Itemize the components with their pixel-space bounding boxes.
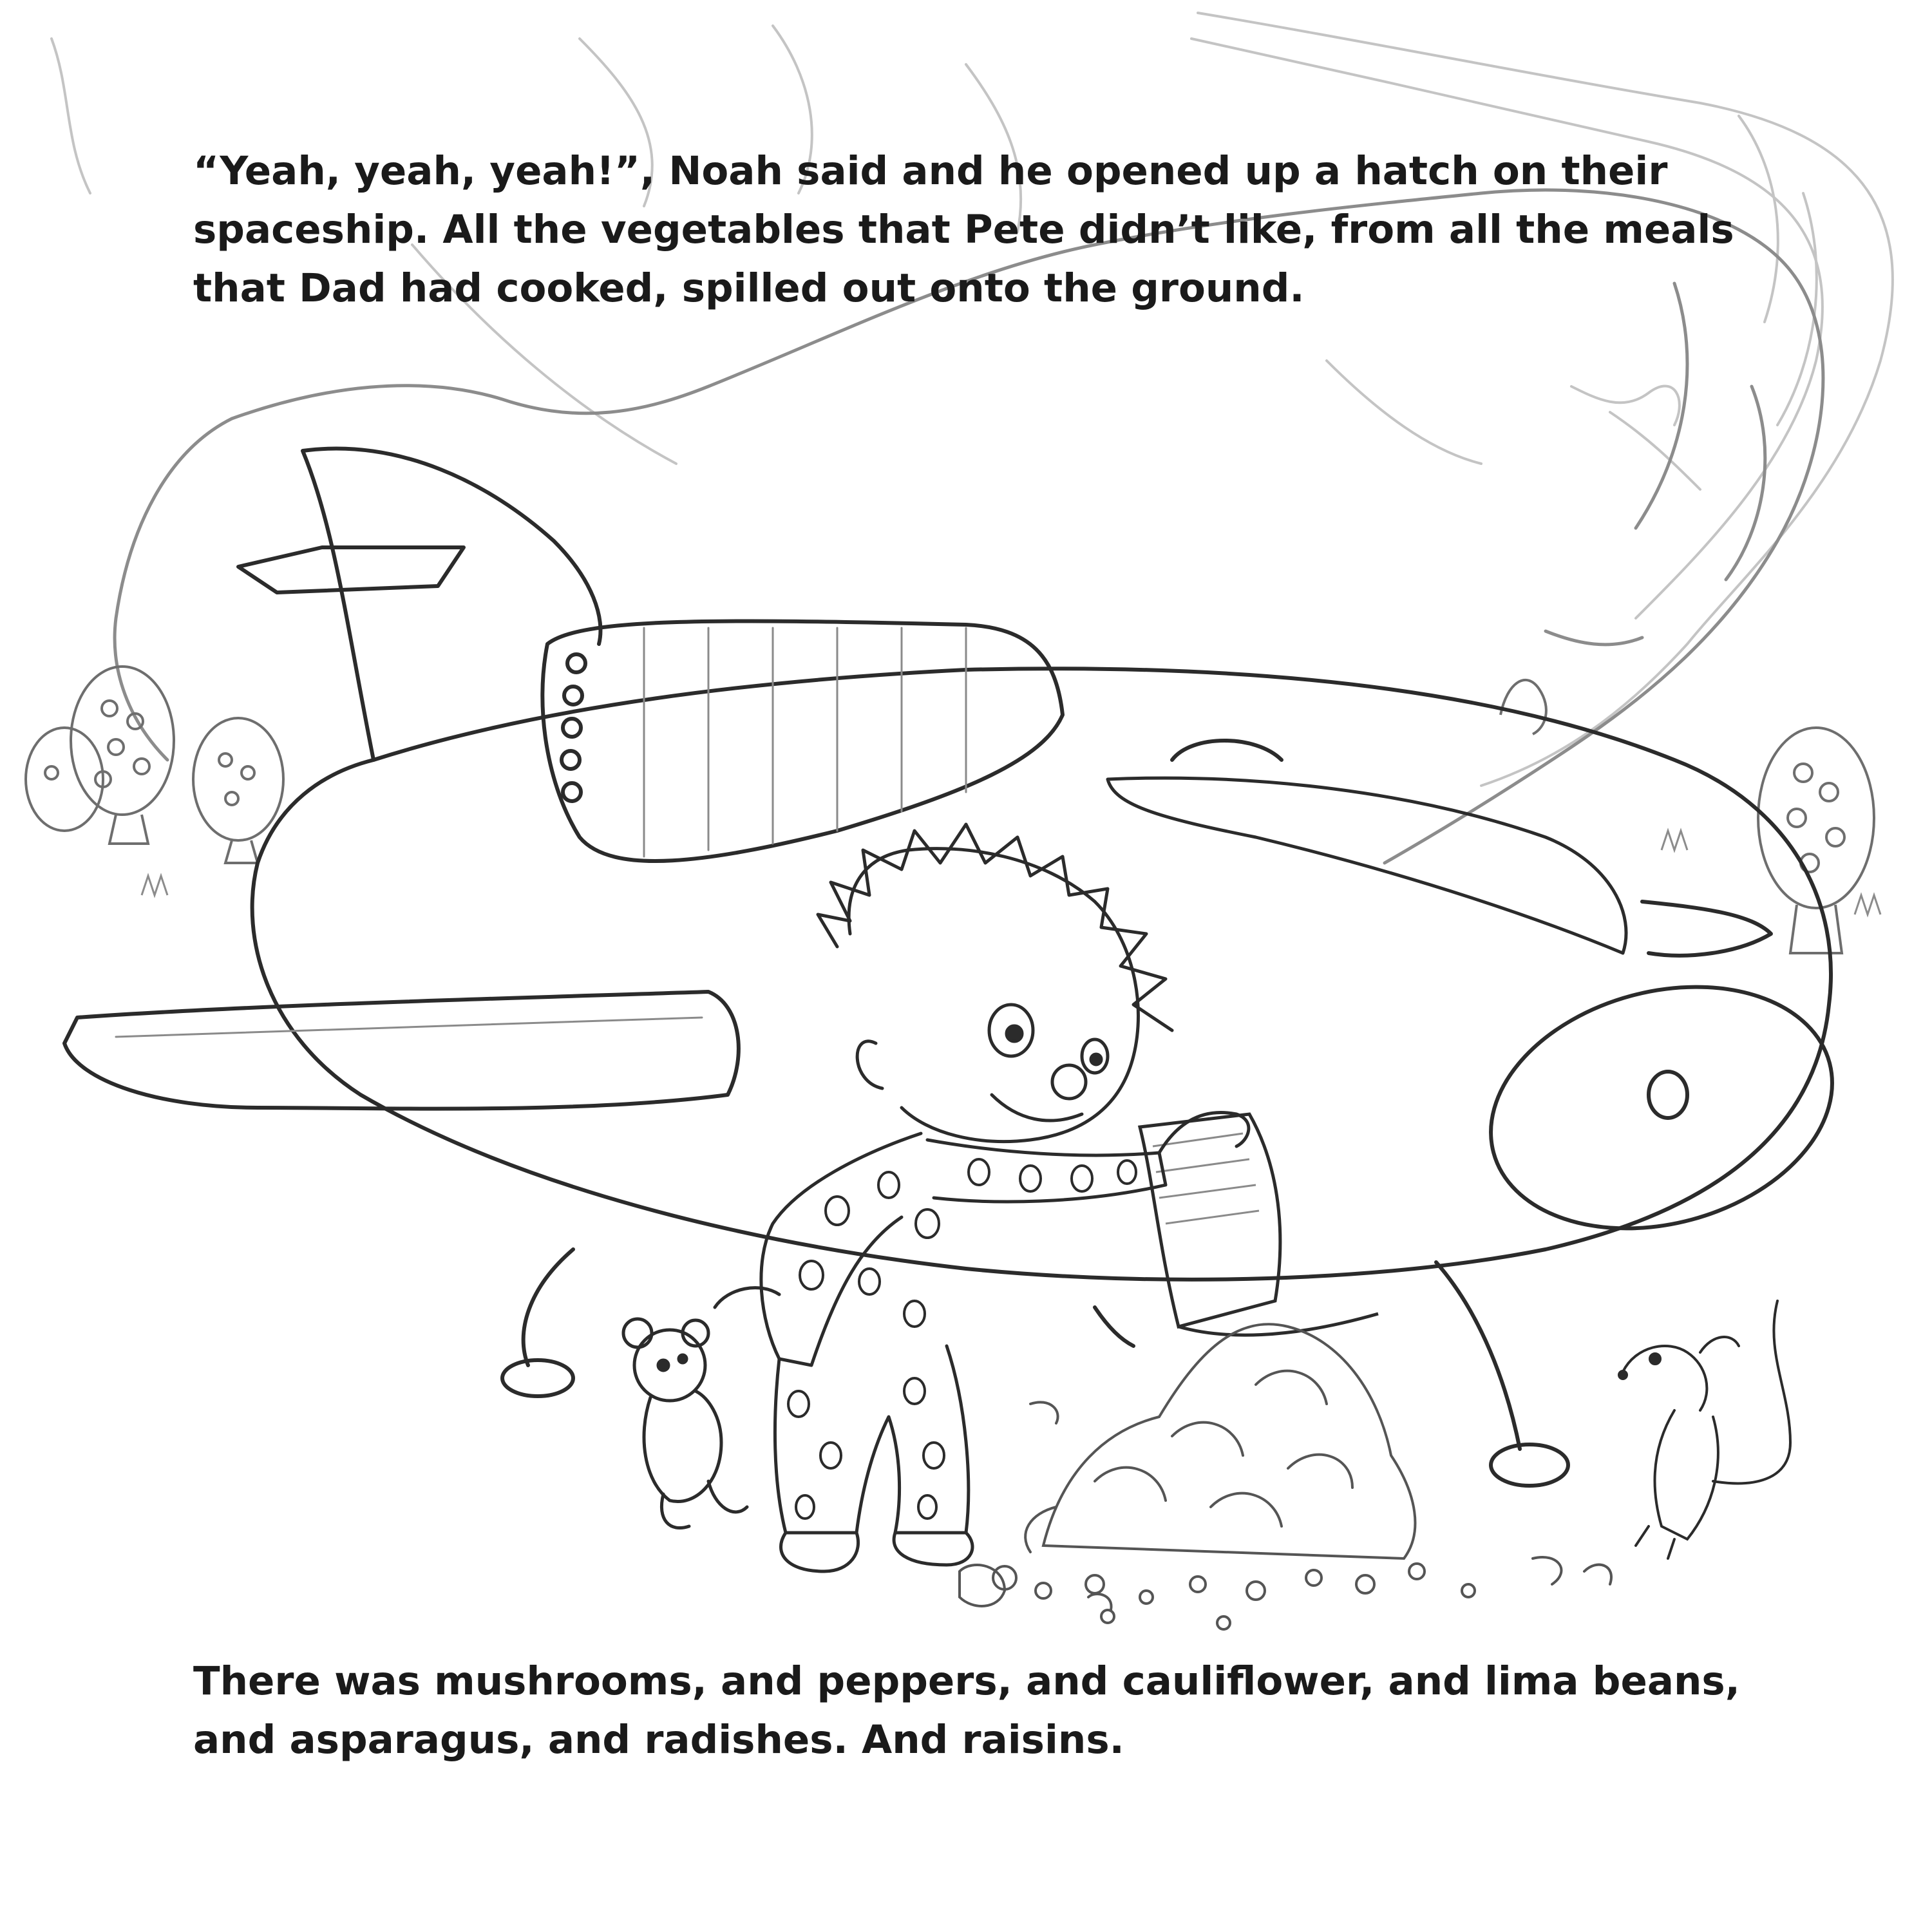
story-text-bottom: There was mushrooms, and peppers, and cauliflower, and lima beans, and asparagus, and radishes. And raisins. bbox=[193, 1658, 1740, 1763]
mouse bbox=[1619, 1301, 1790, 1558]
boy-noah bbox=[761, 824, 1249, 1571]
mushroom-cluster-left bbox=[26, 667, 283, 863]
teddy-bear bbox=[623, 1288, 779, 1528]
story-text-top: “Yeah, yeah, yeah!”, Noah said and he opened up a hatch on their spaceship. All the vegetables that Pete didn’t like, from all the meals that Dad had cooked, spilled out onto the ground. bbox=[193, 148, 1734, 311]
vegetable-pile bbox=[960, 1324, 1611, 1629]
spaceship bbox=[64, 449, 1859, 1486]
open-hatch bbox=[1140, 1114, 1378, 1335]
